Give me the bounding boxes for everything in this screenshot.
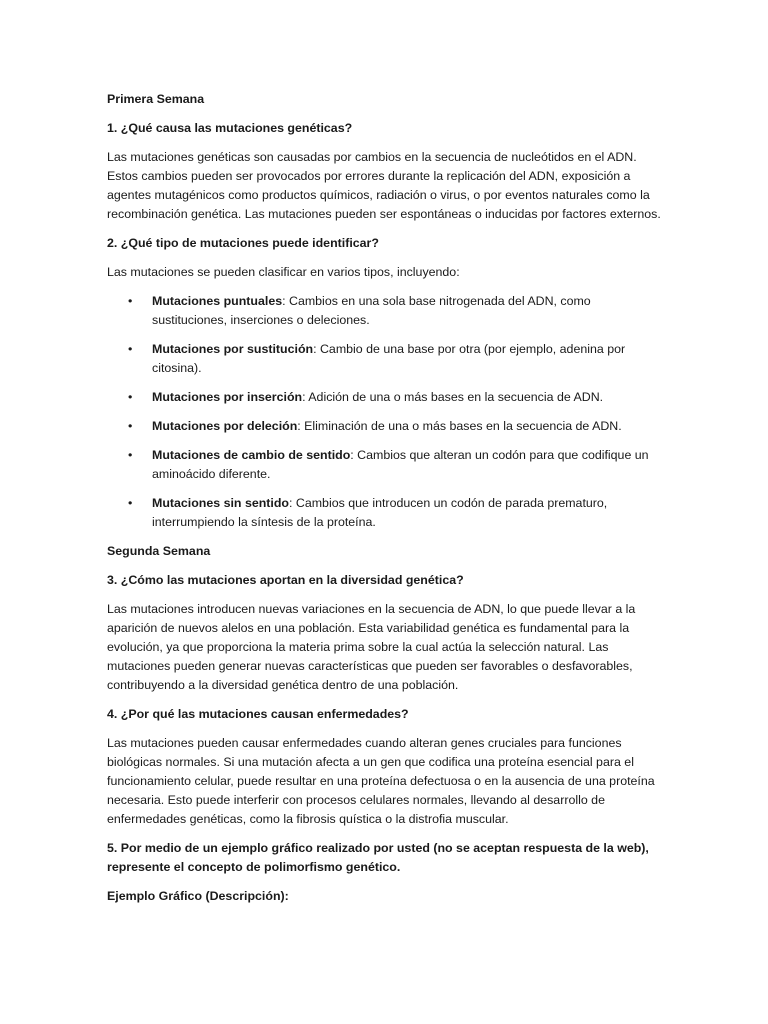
list-item xyxy=(107,494,663,532)
list-item xyxy=(107,340,663,378)
list-item xyxy=(107,292,663,330)
question-2-intro: Las mutaciones se pueden clasificar en varios tipos, incluyendo: xyxy=(107,265,460,279)
list-item-description: : Eliminación de una o más bases en la secuencia de ADN. xyxy=(297,419,622,433)
list-item-description: : Cambios que alteran un codón para que codifique un aminoácido diferente. xyxy=(152,448,649,481)
section-heading-week2: Segunda Semana xyxy=(107,544,211,558)
bullet-icon: • xyxy=(128,342,133,356)
list-item xyxy=(107,388,663,407)
list-item-description: : Cambio de una base por otra (por ejemplo, adenina por citosina). xyxy=(152,342,626,375)
graphic-example-label: Ejemplo Gráfico (Descripción): xyxy=(107,889,289,903)
list-item-term: Mutaciones de cambio de sentido xyxy=(152,448,351,462)
list-item-term: Mutaciones por deleción xyxy=(152,419,298,433)
question-3-title: 3. ¿Cómo las mutaciones aportan en la diversidad genética? xyxy=(107,573,464,587)
list-item xyxy=(107,446,663,484)
list-item-description: : Adición de una o más bases en la secuencia de ADN. xyxy=(302,390,604,404)
list-item-term: Mutaciones sin sentido xyxy=(152,496,290,510)
list-item-term: Mutaciones por sustitución xyxy=(152,342,314,356)
list-item-term: Mutaciones por inserción xyxy=(152,390,303,404)
document-body xyxy=(107,90,663,916)
question-2-title: 2. ¿Qué tipo de mutaciones puede identificar? xyxy=(107,236,379,250)
question-1-title: 1. ¿Qué causa las mutaciones genéticas? xyxy=(107,121,353,135)
question-4-title: 4. ¿Por qué las mutaciones causan enfermedades? xyxy=(107,707,409,721)
bullet-icon: • xyxy=(128,419,133,433)
question-1-answer: Las mutaciones genéticas son causadas por cambios en la secuencia de nucleótidos en el ADN. Estos cambios pueden ser provocados por errores durante la replicación del ADN, exposición a agentes mutagénicos como productos químicos, radiación o virus, o por eventos naturales como la recombinación genética. Las mutaciones pueden ser espontáneas o inducidas por factores externos. xyxy=(107,150,661,221)
section-heading-week1: Primera Semana xyxy=(107,92,205,106)
question-3-answer: Las mutaciones introducen nuevas variaciones en la secuencia de ADN, lo que puede llevar a la aparición de nuevos alelos en una población. Esta variabilidad genética es fundamental para la evolución, ya que proporciona la materia prima sobre la cual actúa la selección natural. Las mutaciones pueden generar nuevas características que pueden ser favorables o desfavorables, contribuyendo a la diversidad genética dentro de una población. xyxy=(107,602,636,692)
list-item-description: : Cambios que introducen un codón de parada prematuro, interrumpiendo la síntesis de la proteína. xyxy=(152,496,608,529)
list-item-term: Mutaciones puntuales xyxy=(152,294,283,308)
bullet-icon: • xyxy=(128,294,133,308)
question-5-title: 5. Por medio de un ejemplo gráfico realizado por usted (no se aceptan respuesta de la web), represente el concepto de polimorfismo genético. xyxy=(107,841,649,874)
mutation-types-list xyxy=(107,292,663,532)
question-4-answer: Las mutaciones pueden causar enfermedades cuando alteran genes cruciales para funciones biológicas normales. Si una mutación afecta a un gen que codifica una proteína esencial para el funcionamiento celular, puede resultar en una proteína defectuosa o en la ausencia de una proteína necesaria. Esto puede interferir con procesos celulares normales, llevando al desarrollo de enfermedades genéticas, como la fibrosis quística o la distrofia muscular. xyxy=(107,736,655,826)
bullet-icon: • xyxy=(128,448,133,462)
list-item-description: : Cambios en una sola base nitrogenada del ADN, como sustituciones, inserciones o deleciones. xyxy=(152,294,591,327)
list-item xyxy=(107,417,663,436)
bullet-icon: • xyxy=(128,390,133,404)
bullet-icon: • xyxy=(128,496,133,510)
